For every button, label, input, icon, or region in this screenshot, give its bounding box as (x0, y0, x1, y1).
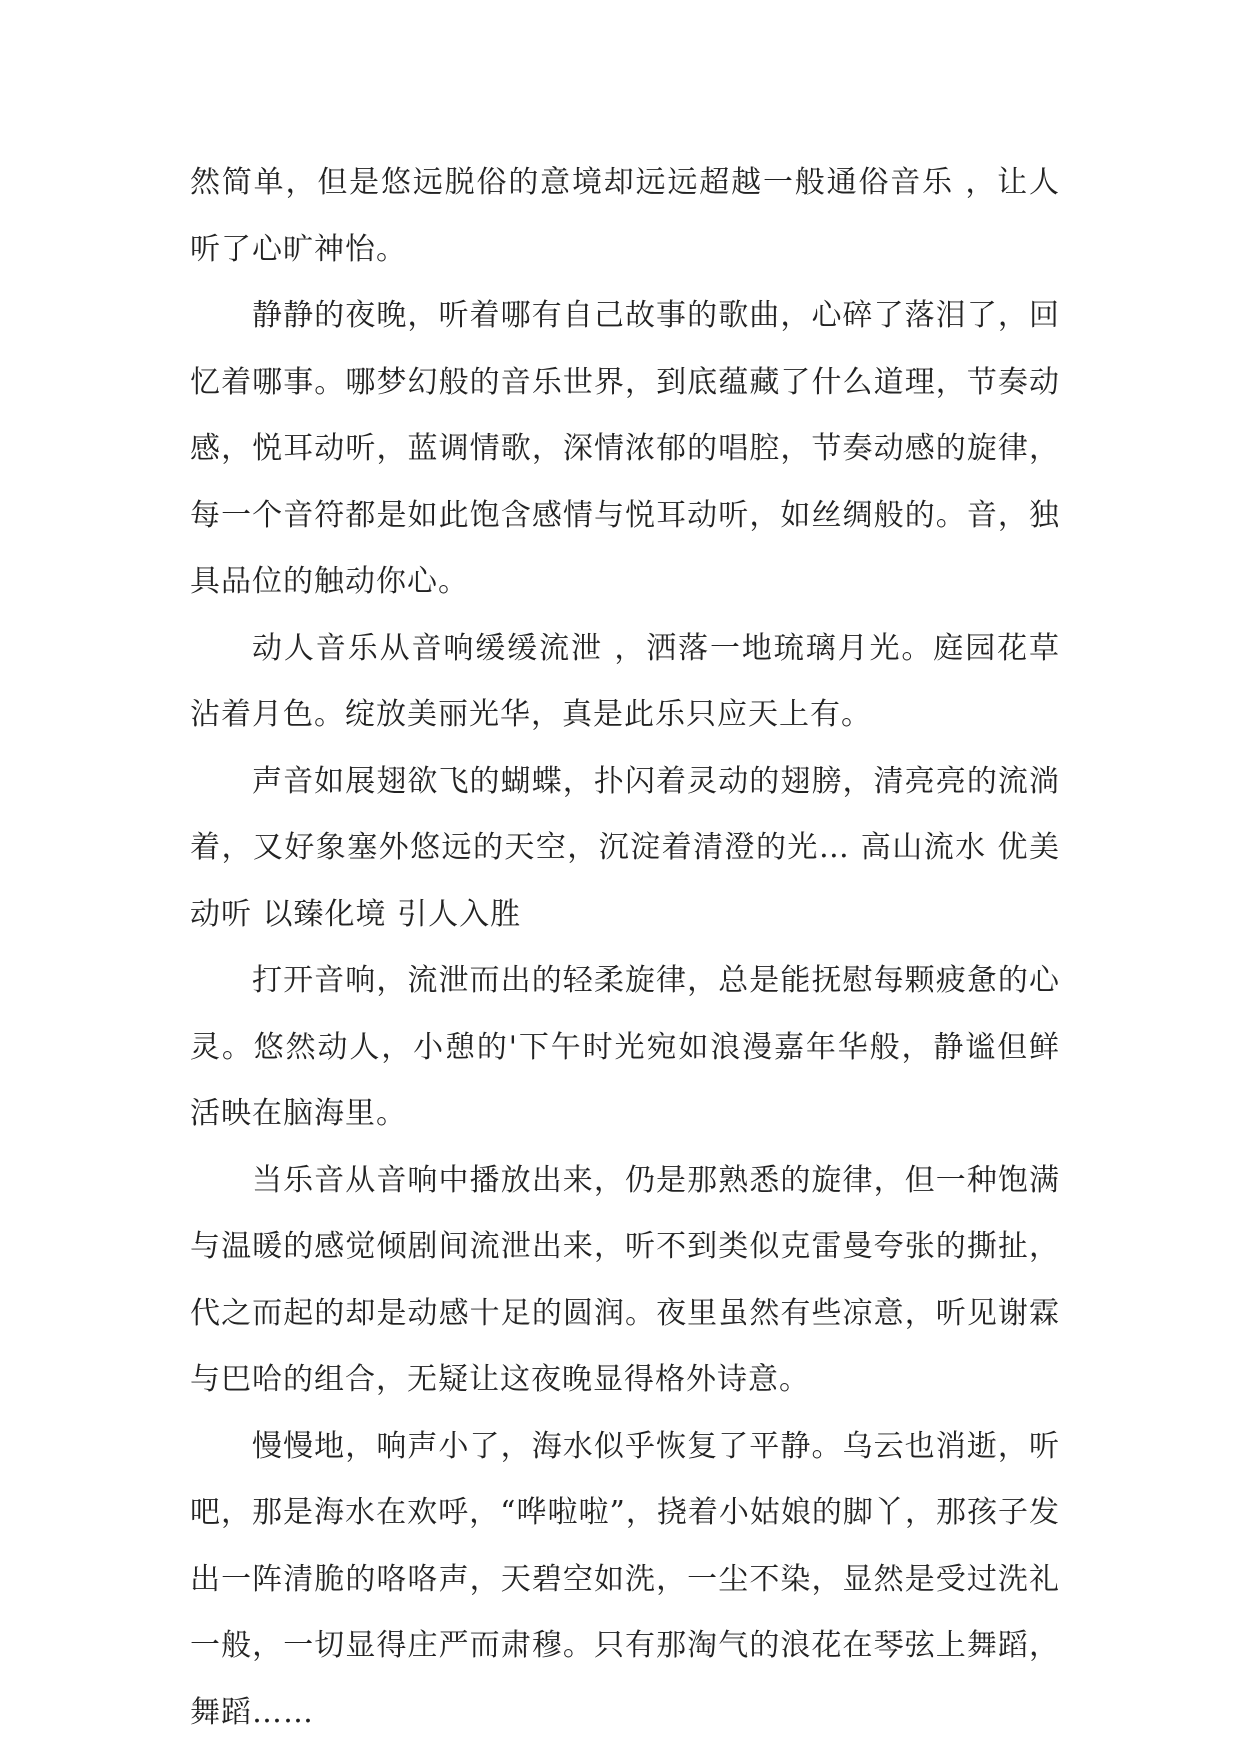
paragraph: 静静的夜晚，听着哪有自己故事的歌曲，心碎了落泪了，回忆着哪事。哪梦幻般的音乐世界，到底蕴藏了什么道理，节奏动感，悦耳动听，蓝调情歌，深情浓郁的唱腔，节奏动感的旋律，每一个音符都是如此饱含感情与悦耳动听，如丝绸般的。音，独具品位的触动你心。 (190, 298, 1060, 599)
paragraph: 然简单，但是悠远脱俗的意境却远远超越一般通俗音乐 ，让人听了心旷神怡。 (190, 165, 1060, 267)
paragraph: 动人音乐从音响缓缓流泄 ，洒落一地琉璃月光。庭园花草沾着月色。绽放美丽光华，真是此乐只应天上有。 (190, 630, 1060, 732)
paragraph: 当乐音从音响中播放出来，仍是那熟悉的旋律，但一种饱满与温暖的感觉倾剧间流泄出来，听不到类似克雷曼夸张的撕扯，代之而起的却是动感十足的圆润。夜里虽然有些凉意，听见谢霖与巴哈的组合，无疑让这夜晚显得格外诗意。 (190, 1162, 1060, 1397)
paragraph: 打开音响，流泄而出的轻柔旋律，总是能抚慰每颗疲惫的心灵。悠然动人，小憩的'下午时光宛如浪漫嘉年华般，静谧但鲜活映在脑海里。 (190, 963, 1060, 1131)
document-page (190, 150, 1060, 1746)
paragraph: 慢慢地，响声小了，海水似乎恢复了平静。乌云也消逝，听吧，那是海水在欢呼，“哗啦啦”，挠着小姑娘的脚丫，那孩子发出一阵清脆的咯咯声，天碧空如洗，一尘不染，显然是受过洗礼一般，一切显得庄严而肃穆。只有那淘气的浪花在琴弦上舞蹈，舞蹈…… (190, 1428, 1060, 1730)
paragraph: 声音如展翅欲飞的蝴蝶，扑闪着灵动的翅膀，清亮亮的流淌着，又好象塞外悠远的天空，沉淀着清澄的光… 高山流水 优美动听 以臻化境 引人入胜 (190, 763, 1060, 932)
